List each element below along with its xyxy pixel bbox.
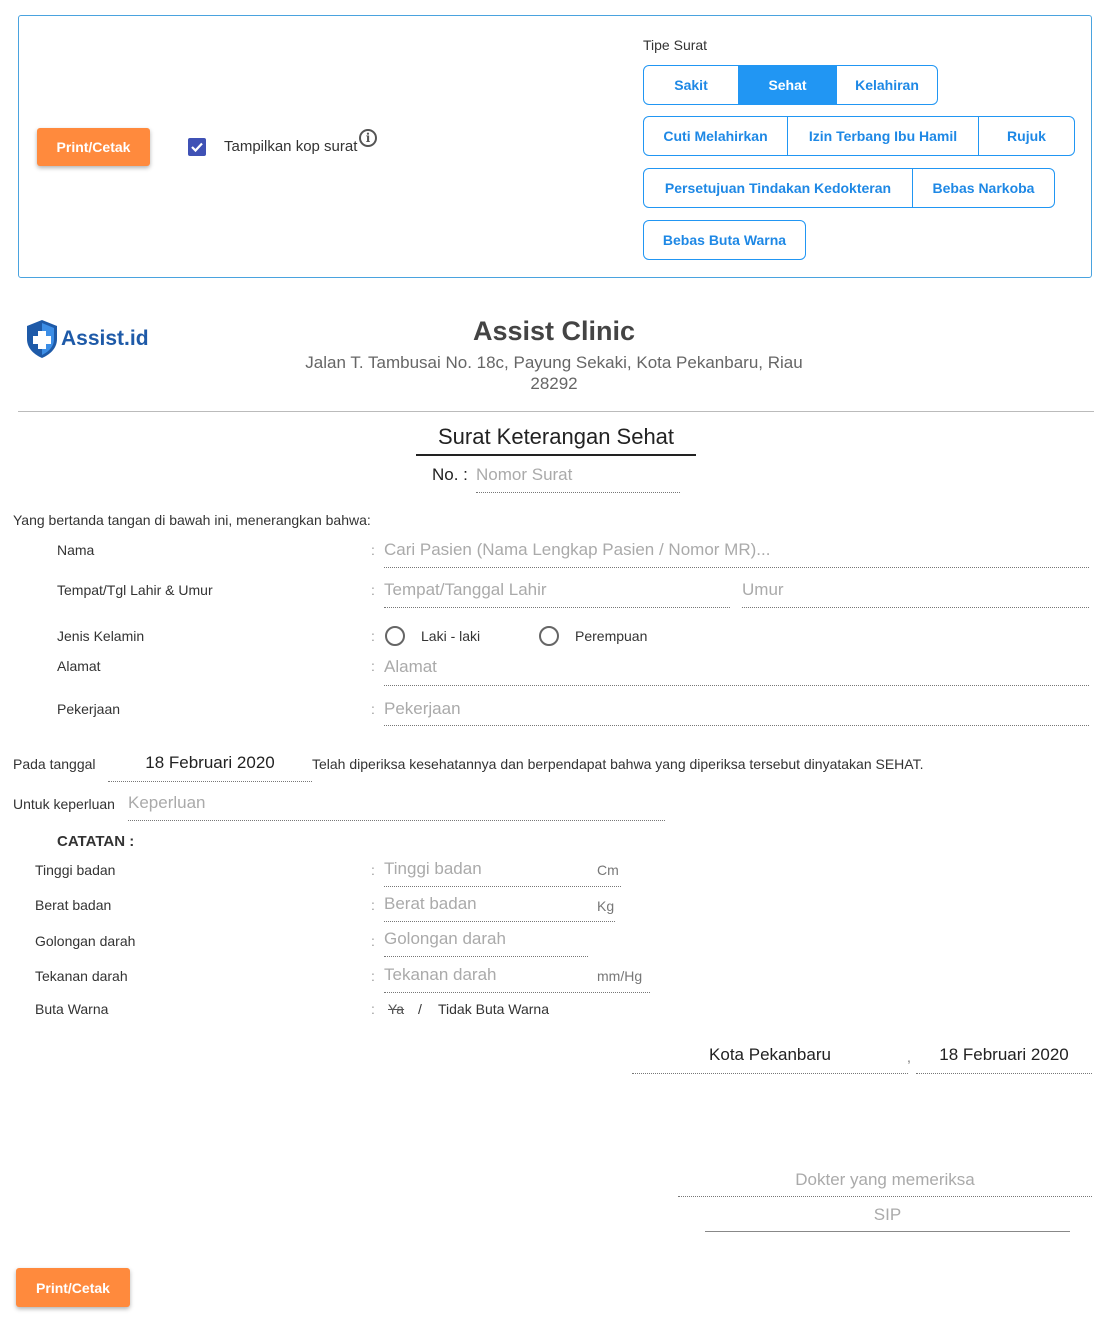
clinic-name: Assist Clinic: [472, 316, 636, 346]
type-sakit-button[interactable]: [643, 65, 739, 105]
type-bebas-buta-warna-label: Bebas Buta Warna: [662, 232, 787, 248]
city-input[interactable]: Kota Pekanbaru: [632, 1045, 908, 1074]
city-date-comma: ,: [907, 1049, 911, 1065]
logo-text: Assist.id: [61, 327, 149, 350]
blood-type-colon: :: [371, 933, 375, 949]
gender-label: Jenis Kelamin: [57, 628, 145, 644]
name-colon: :: [371, 542, 375, 558]
blood-pressure-unit: mm/Hg: [597, 968, 643, 984]
height-colon: :: [371, 862, 375, 878]
sip-input[interactable]: SIP: [705, 1205, 1070, 1232]
weight-colon: :: [371, 897, 375, 913]
type-kelahiran-label: Kelahiran: [855, 77, 919, 93]
colorblind-separator: /: [418, 1001, 422, 1017]
number-input[interactable]: Nomor Surat: [476, 465, 680, 493]
type-cuti-melahirkan-button[interactable]: [643, 116, 788, 156]
title-underline: [416, 454, 696, 456]
height-input[interactable]: Tinggi badan: [384, 859, 621, 887]
sign-date-input[interactable]: 18 Februari 2020: [916, 1045, 1092, 1074]
type-persetujuan-button[interactable]: [643, 168, 913, 208]
address-colon: :: [371, 658, 375, 674]
age-input[interactable]: Umur: [742, 580, 1089, 608]
gender-female-radio[interactable]: [539, 626, 559, 646]
purpose-label: Untuk keperluan: [13, 796, 115, 812]
check-icon: [190, 140, 204, 154]
blood-type-label: Golongan darah: [35, 933, 136, 949]
print-button-label: Print/Cetak: [56, 139, 131, 155]
number-label: No. :: [432, 465, 468, 484]
header-divider: [18, 411, 1094, 412]
blood-type-input[interactable]: Golongan darah: [384, 929, 588, 957]
birth-label: Tempat/Tgl Lahir & Umur: [57, 582, 213, 598]
purpose-input[interactable]: Keperluan: [128, 793, 665, 821]
date-label: Pada tanggal: [13, 756, 96, 772]
footer-print-button-label: Print/Cetak: [36, 1279, 110, 1296]
type-rujuk-label: Rujuk: [1007, 128, 1046, 144]
info-icon[interactable]: i: [359, 129, 377, 147]
address-label: Alamat: [57, 658, 101, 674]
colorblind-yes-option[interactable]: Ya: [388, 1001, 405, 1017]
gender-male-radio[interactable]: [385, 626, 405, 646]
type-rujuk-button[interactable]: [978, 116, 1075, 156]
type-bebas-narkoba-button[interactable]: [912, 168, 1055, 208]
clinic-postal-code: 28292: [530, 374, 578, 393]
height-label: Tinggi badan: [35, 862, 116, 878]
type-cuti-melahirkan-label: Cuti Melahirkan: [663, 128, 768, 144]
show-header-checkbox[interactable]: [188, 138, 206, 156]
letter-type-title: Tipe Surat: [643, 37, 708, 53]
footer-print-button[interactable]: [16, 1268, 130, 1307]
blood-pressure-colon: :: [371, 968, 375, 984]
doctor-input[interactable]: Dokter yang memeriksa: [678, 1170, 1092, 1197]
address-input[interactable]: Alamat: [384, 657, 1089, 686]
colorblind-colon: :: [371, 1001, 375, 1017]
notes-title: CATATAN :: [57, 833, 135, 850]
blood-pressure-input[interactable]: Tekanan darah: [384, 965, 650, 993]
colorblind-no-option[interactable]: Tidak Buta Warna: [438, 1001, 550, 1017]
job-colon: :: [371, 701, 375, 717]
type-sehat-label: Sehat: [768, 77, 807, 93]
type-sakit-label: Sakit: [674, 77, 708, 93]
blood-pressure-label: Tekanan darah: [35, 968, 128, 984]
exam-date-input[interactable]: 18 Februari 2020: [108, 752, 312, 782]
weight-label: Berat badan: [35, 897, 112, 913]
job-label: Pekerjaan: [57, 701, 121, 717]
show-header-label[interactable]: Tampilkan kop surat: [224, 138, 358, 155]
colorblind-label: Buta Warna: [35, 1001, 109, 1017]
type-bebas-narkoba-label: Bebas Narkoba: [932, 180, 1035, 196]
weight-input[interactable]: Berat badan: [384, 894, 615, 922]
gender-female-label[interactable]: Perempuan: [575, 628, 648, 644]
statement-text: Telah diperiksa kesehatannya dan berpendapat bahwa yang diperiksa tersebut dinyatakan SEHAT.: [312, 756, 924, 772]
type-kelahiran-button[interactable]: [836, 65, 938, 105]
clinic-address: Jalan T. Tambusai No. 18c, Payung Sekaki, Kota Pekanbaru, Riau: [305, 353, 803, 372]
print-button[interactable]: [37, 128, 150, 166]
type-izin-terbang-label: Izin Terbang Ibu Hamil: [808, 128, 958, 144]
height-unit: Cm: [597, 862, 619, 878]
birth-input[interactable]: Tempat/Tanggal Lahir: [384, 580, 730, 608]
type-persetujuan-label: Persetujuan Tindakan Kedokteran: [664, 180, 892, 196]
weight-unit: Kg: [597, 898, 615, 914]
type-sehat-button[interactable]: [738, 65, 837, 105]
letter-title: Surat Keterangan Sehat: [437, 424, 675, 449]
gender-colon: :: [371, 628, 375, 644]
type-bebas-buta-warna-button[interactable]: [643, 220, 806, 260]
patient-search-input[interactable]: Cari Pasien (Nama Lengkap Pasien / Nomor MR)...: [384, 540, 1089, 568]
intro-text: Yang bertanda tangan di bawah ini, menerangkan bahwa:: [13, 512, 371, 528]
birth-colon: :: [371, 582, 375, 598]
name-label: Nama: [57, 542, 95, 558]
gender-male-label[interactable]: Laki - laki: [421, 628, 481, 644]
job-input[interactable]: Pekerjaan: [384, 699, 1089, 726]
type-izin-terbang-button[interactable]: [787, 116, 979, 156]
